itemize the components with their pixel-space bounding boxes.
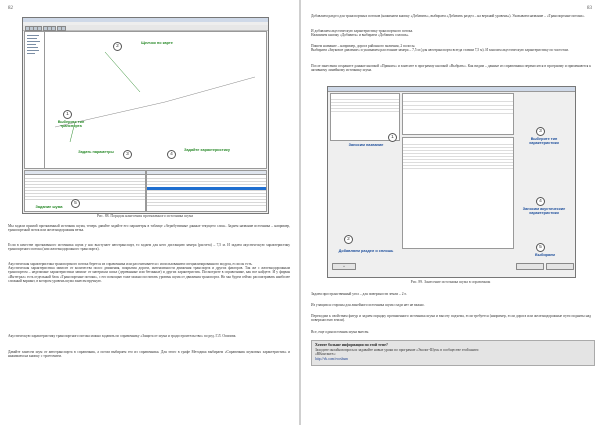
table-row bbox=[147, 202, 266, 206]
callout-label: Выберите тип транспорта bbox=[57, 120, 85, 129]
info-box-title: Хотите больше информации по этой теме? bbox=[315, 343, 388, 347]
callout-label: Выберите тип характеристики bbox=[529, 137, 559, 146]
figure-caption: Рис. 89. Занесение источника шума в справочник bbox=[410, 280, 491, 284]
tree-item bbox=[27, 38, 37, 39]
attribute-tables bbox=[24, 170, 267, 212]
info-box-text: Заходите онлайн вопросы и задавайте новые уроки по программе «Эколог-Шум» в сообществе этой книги «ВКонтакте»: bbox=[315, 348, 479, 357]
left-page bbox=[0, 0, 299, 425]
paragraph: Мы задали прямой протяженный источник шума, теперь давайте задайте его параметры в таблице «Атрибутивные данные текущего слоя». Задаем название источника – например, транспортный поток или железнодорожная ветка. bbox=[8, 224, 290, 233]
figure-caption: Рис. 88. Порядок нанесения протяженного источника шума bbox=[96, 214, 194, 218]
callout-label: Задание шума bbox=[35, 205, 63, 209]
paragraph: Пишем название – например, дорога районного значения, 2 полосы. Выбираем «Звуковое давление» и указываем расстояние замера – 7,5 м (для автотранспорта всегда ставим 7,5 м). И заносим акустическую характеристику по частотам. bbox=[311, 44, 569, 53]
frequency-table bbox=[402, 137, 514, 249]
paragraph: Акустическая характеристика транспортного потока берется из справочника или рассчитывается с использованием специализированного модуля, если он есть. Акустическая характеристика зависит от количества полос движения, покрытия дороги, интенсивности движения транспорта и других факторов. Так же с железнодорожным транспортом – неделимые характеристики зависят от материала шпал (деревянные или бетонные) и других характеристик. Посмотрите в справочнике, как все найдете. И у фирмы «Интеграл» есть отдельный блок «Транспортные потоки», с его помощью тоже можно посчитать уровень шума от движения транспорта. Но мы будем сейчас рассматривать наиболее сложный вариант, в котором уровень шума занесен вручную. bbox=[8, 262, 290, 283]
paragraph: Из учащихся стороны для линейного источника шума сзади нет не важно. bbox=[311, 303, 425, 307]
callout-number: 1 bbox=[63, 110, 72, 119]
map-canvas bbox=[44, 31, 267, 169]
noise-line-source bbox=[165, 77, 255, 102]
right-page-number: 83 bbox=[587, 6, 592, 11]
table-row bbox=[403, 165, 513, 169]
callout-number: 4 bbox=[167, 150, 176, 159]
table-row bbox=[25, 196, 145, 200]
paragraph: Давайте занесем шум от автотранспорта в справочник, а потом выбираем его из справочника. Для этого в графе Методика выбираем «Справочник шумовых характеристик» и нажимаем на кнопку с троеточием. bbox=[8, 350, 290, 359]
paragraph: И добавляем акустическую характеристику транспортного потока. Нажимаем кнопку «Добавить» и выбираем «Добавить сплошь». bbox=[311, 29, 414, 38]
tree-row bbox=[331, 108, 399, 112]
community-link[interactable]: http://vk.com/ecoshum bbox=[315, 357, 349, 361]
add-button-label: + bbox=[343, 264, 345, 268]
accept-button[interactable] bbox=[516, 263, 544, 270]
tree-item bbox=[27, 35, 39, 36]
callout-label: Заносим акустические характеристики bbox=[522, 207, 566, 216]
arrow-line bbox=[105, 52, 140, 92]
right-page bbox=[301, 0, 600, 425]
dialog-titlebar bbox=[328, 87, 575, 92]
paragraph: Переходим к свойствам фигур и задаем порядку протяженного источника шума и высоту подъема, если требуется (например, если дорога или железнодорожные пути подняты над поверхностью земли). bbox=[311, 314, 591, 323]
paragraph: Акустическую характеристику транспортного потока можно задавать по справочнику «Защита от шума и градостроительство» по ред. Г.Л. Осипова. bbox=[8, 334, 237, 338]
callout-label: Задать параметры bbox=[78, 150, 114, 154]
callout-label: Щелчок по карте bbox=[141, 41, 173, 45]
program-screenshot bbox=[22, 17, 269, 214]
select-button[interactable] bbox=[546, 263, 574, 270]
reference-dialog-screenshot bbox=[327, 86, 576, 278]
paragraph: Если в качестве протяженного источника шума у нас выступает автотранспорт, то задаем для него дистанцию замера (расчета) – 7,5 м. И задаем акустическую характеристику транспортного потока (или железнодорожного транспорта). bbox=[8, 243, 290, 252]
paragraph: Задаем пространственный угол – для поверхности земли – 2 π. bbox=[311, 292, 408, 296]
left-page-number: 82 bbox=[8, 6, 13, 11]
callout-number: 3 bbox=[123, 150, 132, 159]
layers-panel bbox=[24, 31, 45, 169]
attribute-table-right bbox=[146, 170, 267, 212]
tree-item bbox=[27, 41, 40, 42]
callout-label: Выбираем bbox=[535, 253, 555, 257]
paragraph: Все, еще один источник шума внесен. bbox=[311, 330, 370, 334]
add-button[interactable] bbox=[332, 263, 356, 270]
attribute-table-left bbox=[24, 170, 146, 212]
paragraph: Добавляем раздел для транспортных потоков (нажимаем кнопку «Добавить», выбираем «Добавить раздел – на верхний уровень»). Указываем название – «Транспортные потоки». bbox=[311, 14, 585, 18]
callout-number: 4 bbox=[536, 197, 545, 206]
callout-number: 5 bbox=[536, 243, 545, 252]
callout-number: 2 bbox=[344, 235, 353, 244]
callout-number: 3 bbox=[536, 127, 545, 136]
paragraph: После занесения сохраните данные кнопкой «Принять» и занесите в программу кнопкой «Выбрать». Как видим – данные из справочника переносятся в программу и применяются к активному линейному источнику шума. bbox=[311, 64, 591, 73]
callout-label: Заносим название bbox=[348, 143, 384, 147]
properties-panel bbox=[402, 93, 514, 135]
tree-item bbox=[27, 47, 38, 48]
callout-number: 5 bbox=[71, 199, 80, 208]
callout-number: 2 bbox=[113, 42, 122, 51]
property-row bbox=[403, 110, 513, 114]
tree-item bbox=[27, 44, 36, 45]
callout-label: Добавляем раздел и сплошь bbox=[338, 249, 394, 253]
tree-item bbox=[27, 53, 35, 54]
callout-number: 1 bbox=[388, 133, 397, 142]
tree-item bbox=[27, 50, 39, 51]
callout-label: Задайте характеристику bbox=[184, 148, 230, 152]
info-box bbox=[311, 340, 595, 366]
